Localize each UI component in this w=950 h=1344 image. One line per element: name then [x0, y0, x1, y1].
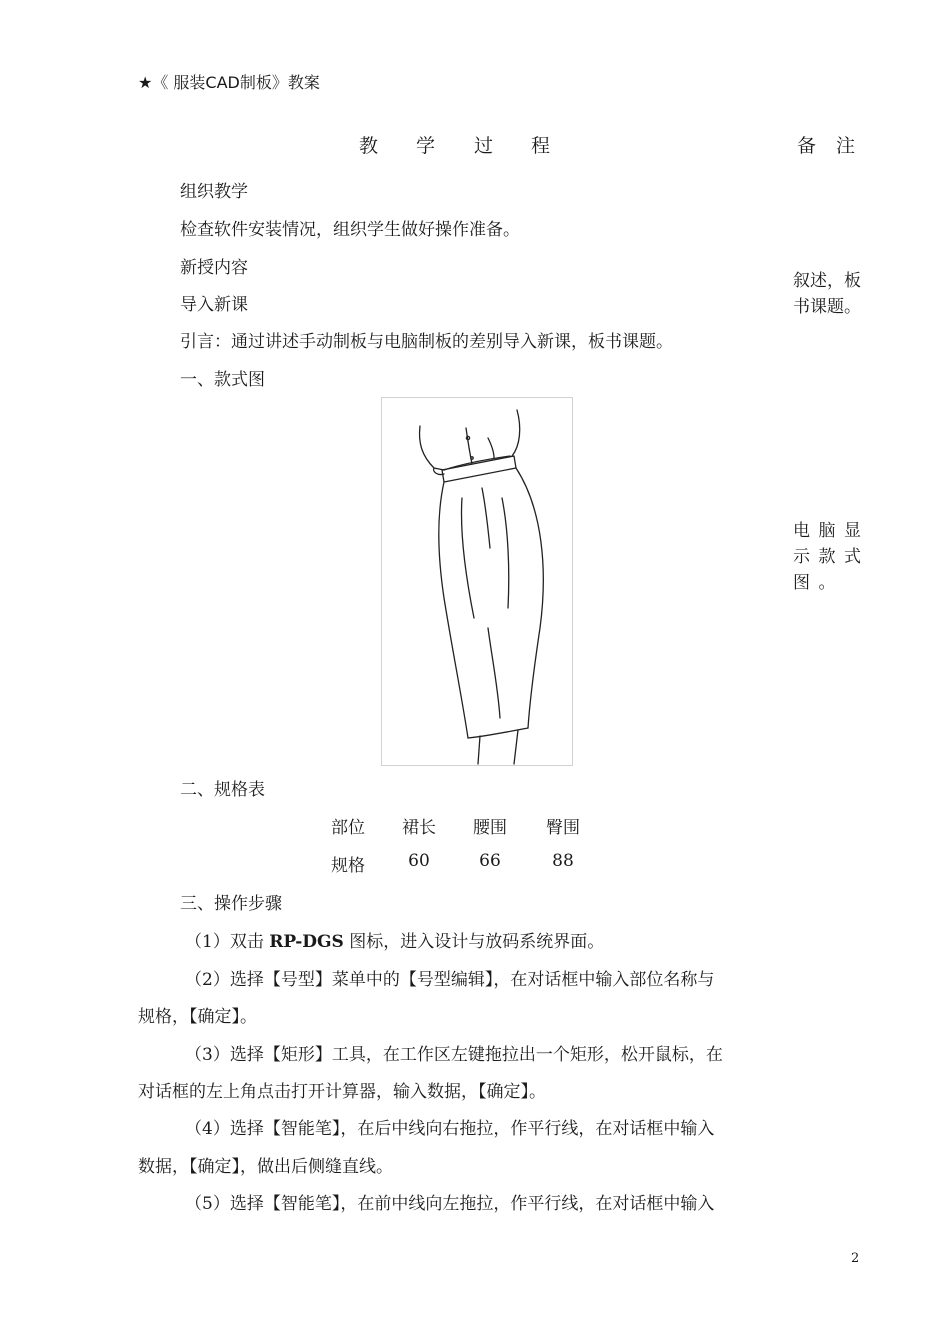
star-icon: ★ [138, 73, 153, 92]
step-1-suffix: 图标，进入设计与放码系统界面。 [343, 932, 605, 952]
remark-narrate: 叙述，板书课题。 [793, 271, 861, 317]
heading-spec-table: 二、规格表 [180, 780, 265, 800]
line-check-install: 检查软件安装情况，组织学生做好操作准备。 [180, 220, 520, 240]
spec-header-hip: 臀围 [546, 818, 580, 838]
step-5-line-1: （5）选择【智能笔】，在前中线向左拖拉，作平行线，在对话框中输入 [185, 1194, 715, 1214]
section-title-char-1: 教 [359, 135, 379, 157]
line-organize: 组织教学 [180, 182, 248, 202]
remark-show-figure: 电脑显示款式图。 [793, 521, 870, 593]
step-4-line-2: 数据，【确定】，做出后侧缝直线。 [138, 1157, 393, 1177]
step-1 [185, 927, 604, 952]
heading-operation-steps: 三、操作步骤 [180, 894, 282, 914]
section-title-char-2: 学 [416, 135, 436, 157]
document-header [138, 70, 320, 93]
line-preface: 引言：通过讲述手动制板与电脑制板的差别导入新课，板书课题。 [180, 332, 673, 352]
spec-row-label: 规格 [331, 856, 365, 876]
step-2-line-1: （2）选择【号型】菜单中的【号型编辑】，在对话框中输入部位名称与 [185, 970, 715, 990]
skirt-style-figure [381, 397, 573, 766]
step-1-software-name: RP-DGS [269, 932, 344, 952]
step-2-line-2: 规格，【确定】。 [138, 1007, 257, 1027]
step-3-line-2: 对话框的左上角点击打开计算器，输入数据，【确定】。 [138, 1082, 546, 1102]
section-title-char-3: 过 [474, 135, 494, 157]
spec-waist-value: 66 [479, 851, 501, 871]
page-number: 2 [851, 1251, 860, 1266]
line-intro-new-lesson: 导入新课 [180, 295, 248, 315]
spec-hip-value: 88 [552, 851, 574, 871]
spec-skirt-length-value: 60 [408, 851, 430, 871]
remark-title-char-2: 注 [836, 135, 856, 157]
spec-header-waist: 腰围 [473, 818, 507, 838]
line-new-content: 新授内容 [180, 258, 248, 278]
spec-header-part: 部位 [331, 818, 365, 838]
spec-header-skirt-length: 裙长 [402, 818, 436, 838]
header-title: 《 服装CAD制板》教案 [152, 73, 320, 92]
skirt-illustration [382, 398, 572, 765]
step-1-prefix: （1）双击 [185, 932, 270, 952]
section-title-char-4: 程 [531, 135, 551, 157]
remark-title-char-1: 备 [797, 135, 817, 157]
heading-style-figure: 一、款式图 [180, 370, 265, 390]
step-4-line-1: （4）选择【智能笔】，在后中线向右拖拉，作平行线，在对话框中输入 [185, 1119, 715, 1139]
step-3-line-1: （3）选择【矩形】工具，在工作区左键拖拉出一个矩形，松开鼠标，在 [185, 1045, 723, 1065]
